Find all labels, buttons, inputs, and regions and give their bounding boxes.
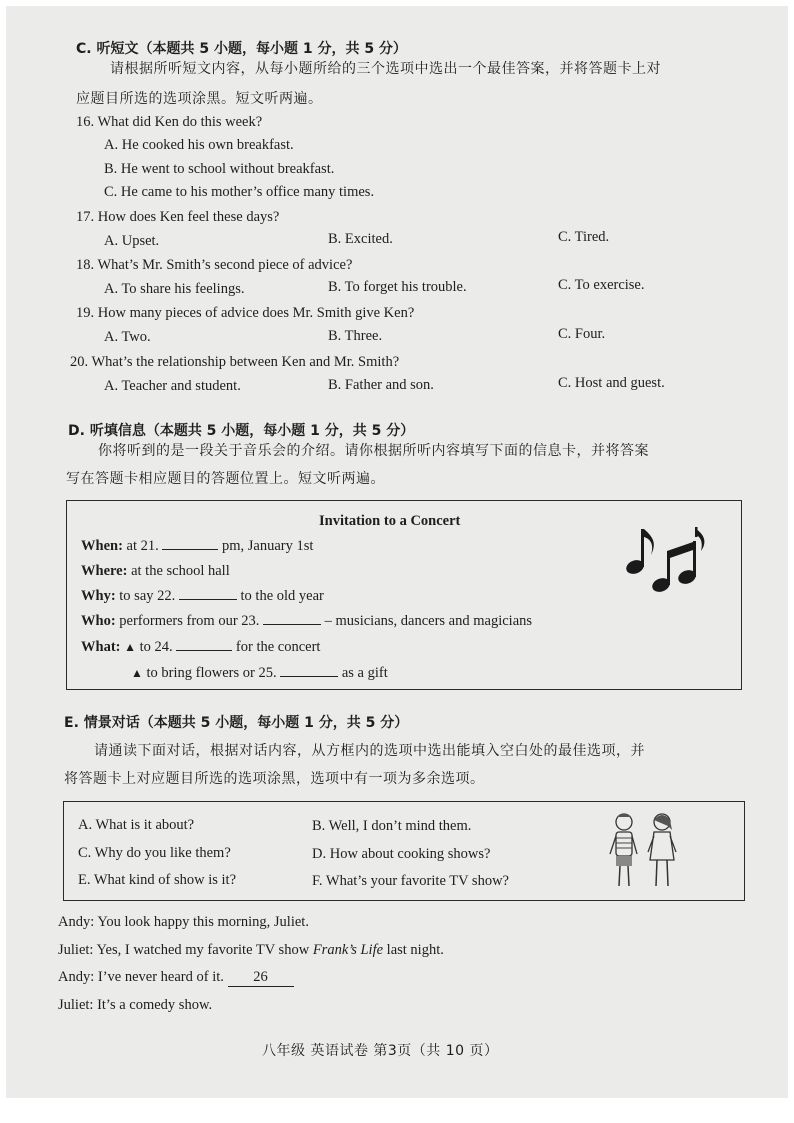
q16-option-a: A. He cooked his own breakfast. [104, 137, 294, 153]
blank-25 [280, 676, 338, 677]
what2-pre: to bring flowers or 25. [146, 665, 281, 681]
section-c-instruction-1: 请根据所听短文内容，从每小题所给的三个选项中选出一个最佳答案，并将答题卡上对 [110, 61, 661, 77]
blank-23 [263, 624, 321, 625]
dialogue-line-3-pre: Andy: I’ve never heard of it. [58, 969, 228, 985]
q18-option-c: C. To exercise. [558, 277, 645, 293]
why-pre: to say 22. [115, 588, 179, 604]
why-label: Why: [81, 588, 116, 604]
q19-option-a: A. Two. [104, 329, 151, 345]
q16-option-c: C. He came to his mother’s office many times. [104, 184, 375, 200]
q20-option-a: A. Teacher and student. [104, 378, 241, 394]
option-e: E. What kind of show is it? [78, 872, 237, 888]
option-a: A. What is it about? [78, 817, 195, 833]
blank-26: 26 [228, 969, 294, 987]
bullet-icon: ▲ [124, 640, 136, 654]
when-post: pm, January 1st [218, 538, 314, 554]
concert-info-card [66, 500, 742, 690]
card-row-what-1 [81, 639, 320, 656]
q20-option-b: B. Father and son. [328, 377, 434, 393]
what1-pre: to 24. [139, 639, 177, 655]
exam-page [6, 6, 788, 1098]
show-title: Frank’s Life [312, 942, 384, 958]
card-row-why [81, 588, 324, 605]
children-talking-icon [604, 808, 684, 896]
section-e-title: E. 情景对话（本题共 5 小题，每小题 1 分，共 5 分） [64, 715, 409, 731]
question-19: 19. How many pieces of advice does Mr. Smith give Ken? [76, 305, 415, 321]
blank-22 [179, 599, 237, 600]
section-d-title: D. 听填信息（本题共 5 小题，每小题 1 分，共 5 分） [68, 423, 415, 439]
dialogue-line-2-pre: Juliet: Yes, I watched my favorite TV show [58, 942, 313, 958]
option-f: F. What’s your favorite TV show? [312, 873, 509, 889]
why-post: to the old year [236, 588, 324, 604]
option-c: C. Why do you like them? [78, 845, 231, 861]
music-notes-icon [623, 515, 713, 605]
question-20: 20. What’s the relationship between Ken and Mr. Smith? [70, 354, 400, 370]
q19-option-c: C. Four. [558, 326, 606, 342]
who-post: – musicians, dancers and magicians [321, 613, 533, 629]
question-16: 16. What did Ken do this week? [76, 114, 263, 130]
page-footer: 八年级 英语试卷 第3页（共 10 页） [262, 1043, 499, 1059]
question-18: 18. What’s Mr. Smith’s second piece of advice? [76, 257, 353, 273]
what1-post: for the concert [232, 639, 321, 655]
what-label: What: [81, 639, 121, 655]
q16-option-b: B. He went to school without breakfast. [104, 161, 335, 177]
card-row-when [81, 538, 313, 555]
dialogue-line-4: Juliet: It’s a comedy show. [58, 997, 213, 1013]
where-label: Where: [81, 563, 128, 579]
q17-option-b: B. Excited. [328, 231, 393, 247]
dialogue-line-2 [58, 942, 444, 959]
dialogue-line-2-post: last night. [383, 942, 444, 958]
question-17: 17. How does Ken feel these days? [76, 209, 280, 225]
section-e-instruction-2: 将答题卡上对应题目所选的选项涂黑，选项中有一项为多余选项。 [64, 771, 485, 787]
who-label: Who: [81, 613, 116, 629]
what2-post: as a gift [338, 665, 388, 681]
where-text: at the school hall [127, 563, 230, 579]
when-label: When: [81, 538, 123, 554]
section-e-instruction-1: 请通读下面对话，根据对话内容，从方框内的选项中选出能填入空白处的最佳选项，并 [94, 743, 645, 759]
dialogue-line-3 [58, 969, 294, 987]
q17-option-c: C. Tired. [558, 229, 610, 245]
section-d-instruction-1: 你将听到的是一段关于音乐会的介绍。请你根据所听内容填写下面的信息卡，并将答案 [98, 443, 649, 459]
blank-21 [162, 549, 218, 550]
bullet-icon: ▲ [131, 666, 143, 680]
options-box [63, 801, 745, 901]
card-row-what-2 [131, 665, 388, 682]
option-d: D. How about cooking shows? [312, 846, 491, 862]
q17-option-a: A. Upset. [104, 233, 160, 249]
card-row-who [81, 613, 532, 630]
card-row-where [81, 563, 230, 580]
q19-option-b: B. Three. [328, 328, 383, 344]
q20-option-c: C. Host and guest. [558, 375, 665, 391]
q18-option-b: B. To forget his trouble. [328, 279, 467, 295]
section-c-instruction-2: 应题目所选的选项涂黑。短文听两遍。 [76, 91, 323, 107]
card-title: Invitation to a Concert [319, 513, 461, 529]
section-d-instruction-2: 写在答题卡相应题目的答题位置上。短文听两遍。 [66, 471, 385, 487]
q18-option-a: A. To share his feelings. [104, 281, 245, 297]
option-b: B. Well, I don’t mind them. [312, 818, 472, 834]
when-pre: at 21. [122, 538, 163, 554]
dialogue-line-1: Andy: You look happy this morning, Juliet. [58, 914, 309, 930]
section-c-title: C. 听短文（本题共 5 小题，每小题 1 分，共 5 分） [76, 41, 407, 57]
blank-24 [176, 650, 232, 651]
who-pre: performers from our 23. [115, 613, 264, 629]
